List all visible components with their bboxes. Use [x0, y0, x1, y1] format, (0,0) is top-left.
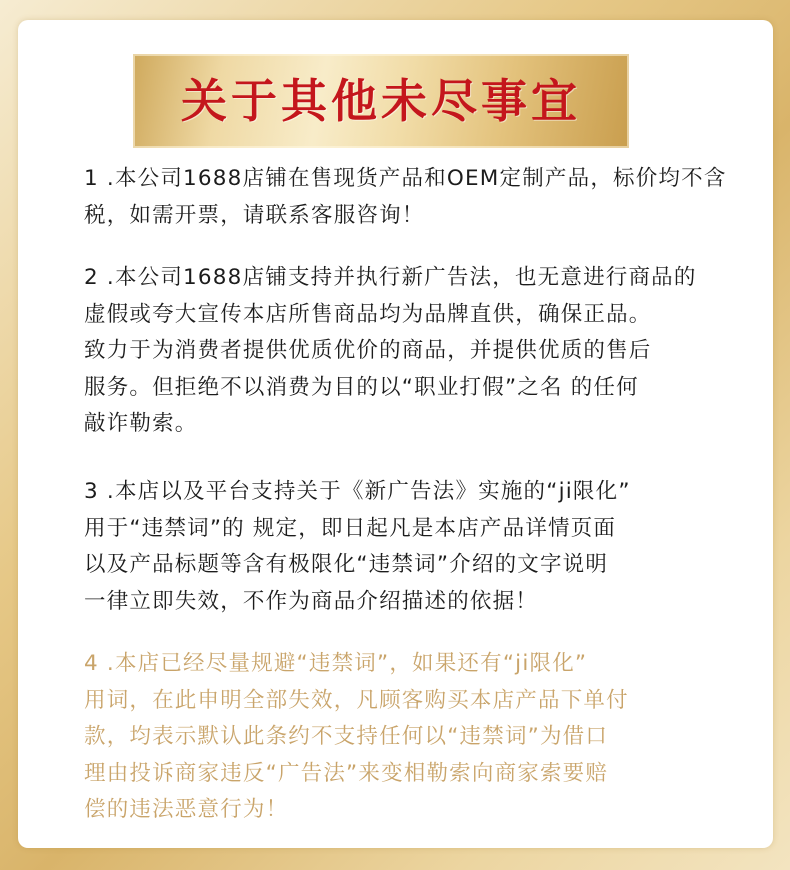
notice-line: 一律立即失效，不作为商品介绍描述的依据！: [84, 588, 539, 614]
notice-line: 偿的违法恶意行为！: [84, 797, 289, 822]
notice-line: 敲诈勒索。: [84, 411, 198, 436]
notice-line: 1 .本公司1688店铺在售现货产品和OEM定制产品，标价均不含: [84, 166, 727, 191]
notice-item-1: [84, 161, 744, 234]
notice-line: 税，如需开票，请联系客服咨询！: [84, 202, 425, 228]
notice-line: 款，均表示默认此条约不支持任何以“违禁词”为借口: [84, 724, 609, 749]
title-banner: [133, 54, 629, 148]
notice-line: 以及产品标题等含有极限化“违禁词”介绍的文字说明: [84, 552, 609, 577]
notice-line: 理由投诉商家违反“广告法”来变相勒索向商家索要赔: [84, 760, 609, 786]
notice-line: 2 .本公司1688店铺支持并执行新广告法，也无意进行商品的: [84, 265, 697, 290]
notice-line: 3 .本店以及平台支持关于《新广告法》实施的“ji限化”: [84, 479, 631, 504]
notice-item-4: [84, 646, 744, 829]
notice-line: 服务。但拒绝不以消费为目的以“职业打假”之名 的任何: [84, 374, 639, 400]
notice-line: 4 .本店已经尽量规避“违禁词”，如果还有“ji限化”: [84, 651, 588, 676]
notice-item-3: [84, 474, 744, 620]
notice-item-2: [84, 260, 744, 443]
notice-line: 用词，在此申明全部失效，凡顾客购买本店产品下单付: [84, 687, 629, 713]
notice-line: 用于“违禁词”的 规定，即日起凡是本店产品详情页面: [84, 515, 617, 541]
notice-line: 虚假或夸大宣传本店所售商品均为品牌直供，确保正品。: [84, 301, 652, 327]
notice-line: 致力于为消费者提供优质优价的商品，并提供优质的售后: [84, 338, 652, 363]
page-title: 关于其他未尽事宜: [181, 74, 581, 128]
